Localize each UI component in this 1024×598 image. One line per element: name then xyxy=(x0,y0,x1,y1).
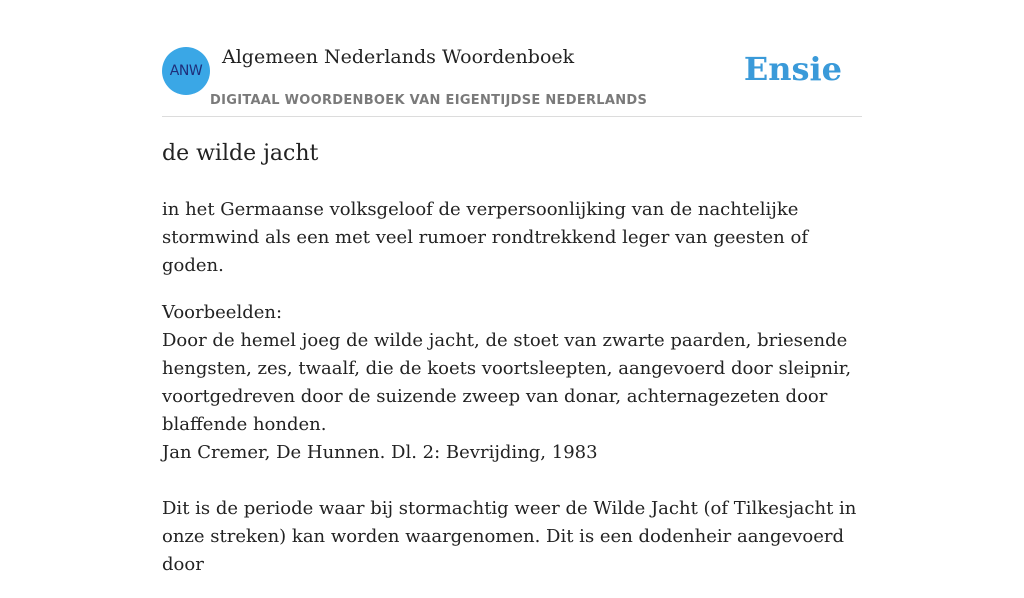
examples-label: Voorbeelden: xyxy=(162,302,283,323)
example-source: Jan Cremer, De Hunnen. Dl. 2: Bevrijding, 1983 xyxy=(162,442,598,463)
entry-headword: de wilde jacht xyxy=(162,141,319,166)
example-text: Door de hemel joeg de wilde jacht, de stoet van zwarte paarden, briesende hengsten, zes, twaalf, die de koets voortsleepten, aangevoerd door sleipnir, voortgedreven door de suizende zweep van donar, achternagezeten door blaffende honden. xyxy=(162,330,852,435)
site-header xyxy=(162,0,862,117)
examples-section xyxy=(162,299,862,579)
example-separator xyxy=(162,467,862,495)
anw-logo[interactable] xyxy=(162,47,210,95)
logo-text: ANW xyxy=(169,63,203,79)
site-subtitle: DIGITAAL WOORDENBOEK VAN EIGENTIJDSE NEDERLANDS xyxy=(210,93,648,108)
site-title[interactable]: Algemeen Nederlands Woordenboek xyxy=(222,46,575,68)
entry-definition: in het Germaanse volksgeloof de verpersoonlijking van de nachtelijke stormwind als een met veel rumoer rondtrekkend leger van geesten of goden. xyxy=(162,199,808,276)
example-text: Dit is de periode waar bij stormachtig weer de Wilde Jacht (of Tilkesjacht in onze streken) kan worden waargenomen. Dit is een dodenheir aangevoerd door xyxy=(162,498,857,575)
ensie-brand-link[interactable]: Ensie xyxy=(743,50,842,88)
entry-content xyxy=(162,136,862,598)
